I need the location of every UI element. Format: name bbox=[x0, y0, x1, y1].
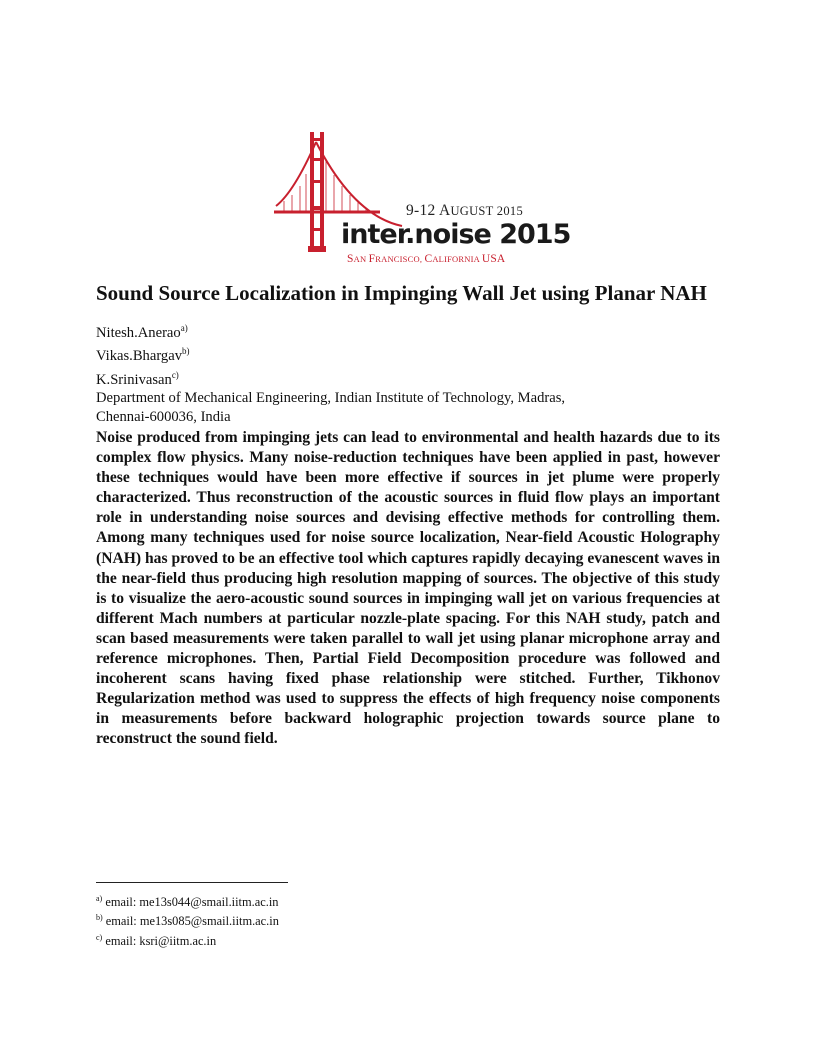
affiliation-line: Chennai-600036, India bbox=[96, 408, 231, 425]
author-name: Vikas.Bhargav bbox=[96, 348, 182, 365]
conference-location: SAN FRANCISCO, CALIFORNIA USA bbox=[347, 253, 506, 265]
footnote-email: email: ksri@iitm.ac.in bbox=[102, 933, 217, 948]
conference-logo bbox=[272, 128, 571, 270]
footnote bbox=[96, 891, 279, 910]
author-footnote-mark: a) bbox=[180, 323, 188, 333]
footnote-email: email: me13s085@smail.iitm.ac.in bbox=[102, 914, 279, 929]
footnote bbox=[96, 930, 279, 949]
author-line bbox=[96, 342, 736, 365]
footnote-email: email: me13s044@smail.iitm.ac.in bbox=[102, 895, 279, 910]
conference-date: 9-12 AUGUST 2015 bbox=[406, 202, 524, 219]
footnote-divider bbox=[96, 882, 288, 883]
author-block bbox=[96, 319, 736, 426]
conference-name: inter.noise 2015 bbox=[341, 219, 571, 250]
affiliation-line: Department of Mechanical Engineering, Indian Institute of Technology, Madras, bbox=[96, 390, 566, 407]
paper-title: Sound Source Localization in Impinging Wall Jet using Planar NAH bbox=[96, 281, 707, 305]
author-name: Nitesh.Anerao bbox=[96, 324, 181, 341]
abstract: Noise produced from impinging jets can lead to environmental and health hazards due to its complex flow physics. Many noise-reduction techniques have been applied in past, however these techniques would have been more effective if sources in jet plume were properly characterized. Thus reconstruction of the acoustic sources in fluid flow plays an important role in understanding noise sources and devising effective methods for controlling them. Among many techniques used for noise source localization, Near-field Acoustic Holography (NAH) has proved to be an effective tool which captures rapidly decaying evanescent waves in the near-field thus producing high resolution mapping of sources. The objective of this study is to visualize the aero-acoustic sound sources in impinging wall jet on various frequencies at different Mach numbers at particular nozzle-plate spacing. For this NAH study, patch and scan based measurements were taken parallel to wall jet using planar microphone array and reference microphones. Then, Partial Field Decomposition procedure was followed and incoherent scans having fixed phase relationship were stitched. Further, Tikhonov Regularization method was used to suppress the effects of high frequency noise components in measurements before backward holographic projection towards source plane to reconstruct the sound field. bbox=[96, 429, 720, 748]
author-line bbox=[96, 366, 736, 389]
footnotes bbox=[96, 891, 279, 949]
footnote bbox=[96, 910, 279, 929]
footnote-mark: c) bbox=[96, 932, 103, 942]
footnote-mark: b) bbox=[96, 913, 103, 923]
author-name: K.Srinivasan bbox=[96, 371, 172, 388]
author-footnote-mark: c) bbox=[171, 369, 179, 380]
footnote-mark: a) bbox=[96, 894, 103, 903]
author-line bbox=[96, 319, 736, 342]
author-footnote-mark: b) bbox=[182, 346, 190, 357]
